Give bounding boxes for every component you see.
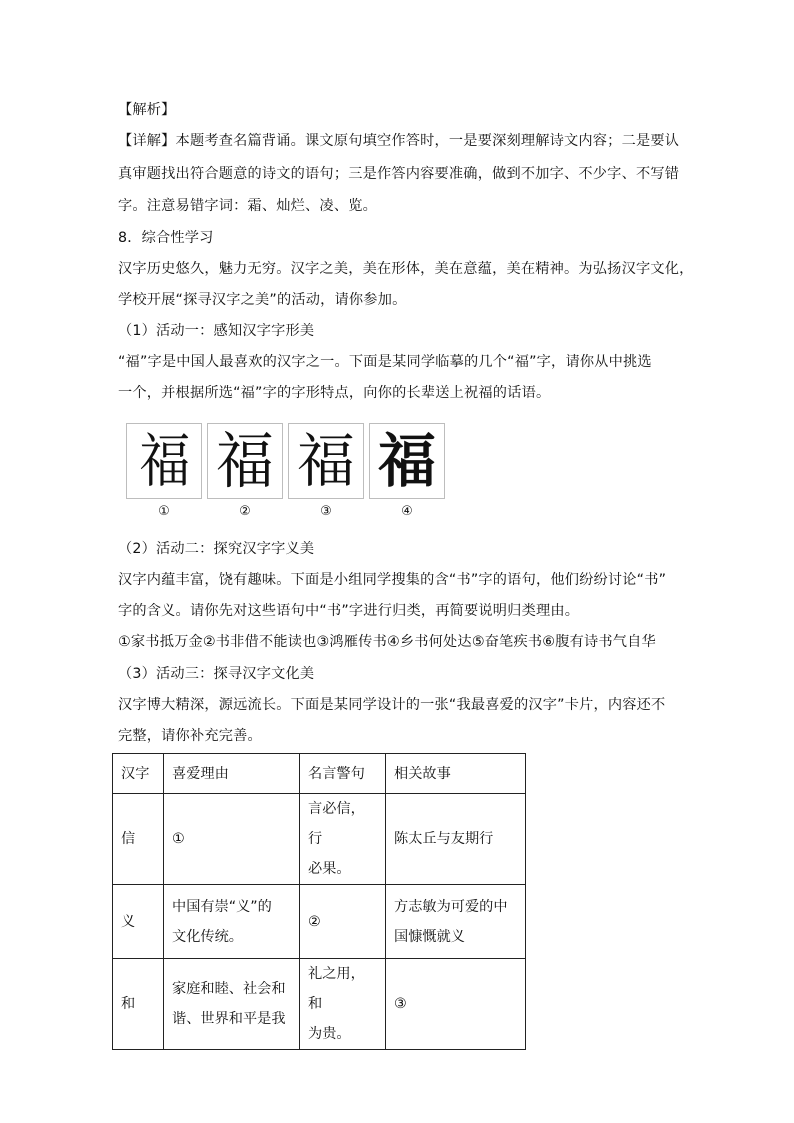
fu-glyph-image-2 [207, 423, 283, 499]
fu-glyph-label-2: ② [239, 504, 251, 519]
row3-quote [300, 959, 386, 1050]
fu-glyph-label-3: ③ [320, 504, 332, 519]
fu-glyph-image-3 [288, 423, 364, 499]
row3-reason-line-1: 家庭和睦、社会和 [172, 981, 286, 997]
row2-reason [164, 885, 300, 959]
favorite-character-card-table [112, 753, 526, 1050]
activity2-title: （2）活动二：探究汉字字义美 [118, 541, 315, 557]
row2-quote-blank [300, 885, 386, 959]
header-quote: 名言警句 [300, 754, 386, 794]
header-reason: 喜爱理由 [164, 754, 300, 794]
table-row [113, 794, 526, 885]
activity3-title: （3）活动三：探寻汉字文化美 [118, 666, 315, 682]
analysis-detail-line-3: 字。注意易错字词：霜、灿烂、凌、览。 [118, 198, 377, 214]
row3-character: 和 [113, 959, 164, 1050]
activity1-line-2: 一个，并根据所选“福”字的字形特点，向你的长辈送上祝福的话语。 [118, 385, 551, 401]
row3-reason-line-2: 谐、世界和平是我 [172, 1011, 286, 1027]
row1-quote [300, 794, 386, 885]
row2-story-line-2: 国慷慨就义 [394, 928, 465, 945]
question-title: 8．综合性学习 [118, 230, 214, 246]
row3-reason [164, 959, 300, 1050]
row1-story-line-1: 陈太丘与友期行 [394, 831, 494, 847]
row1-reason-line-1: ① [172, 831, 185, 847]
activity3-line-1: 汉字博大精深，源远流长。下面是某同学设计的一张“我最喜爱的汉字”卡片，内容还不 [118, 697, 666, 713]
row1-story [386, 794, 526, 885]
analysis-heading: 【解析】 [118, 102, 176, 118]
row3-quote-line-2: 为贵。 [308, 1026, 351, 1042]
fu-glyph-image-1 [126, 423, 202, 499]
fu-glyph-char-3: 福 [296, 427, 355, 495]
table-row [113, 959, 526, 1050]
row1-reason-blank [164, 794, 300, 885]
fu-glyph-image-4 [369, 423, 445, 499]
analysis-detail-line-1: 【详解】本题考查名篇背诵。课文原句填空作答时，一是要深刻理解诗文内容；二是要认 [118, 133, 680, 149]
analysis-detail-line-2: 真审题找出符合题意的诗文的语句；三是作答内容要准确，做到不加字、不少字、不写错 [118, 166, 680, 182]
table-row [113, 885, 526, 959]
activity2-line-2: 字的含义。请你先对这些语句中“书”字进行归类，再简要说明归类理由。 [118, 603, 580, 619]
activity1-line-1: “福”字是中国人最喜欢的汉字之一。下面是某同学临摹的几个“福”字，请你从中挑选 [118, 354, 652, 370]
row1-quote-line-2: 必果。 [308, 861, 351, 877]
header-character: 汉字 [113, 754, 164, 794]
row3-story-line-1: ③ [394, 996, 407, 1012]
fu-glyph-label-1: ① [158, 504, 170, 519]
row1-quote-line-1: 言必信，行 [308, 801, 365, 847]
row3-quote-line-1: 礼之用，和 [308, 966, 365, 1012]
row2-reason-line-1: 中国有崇“义”的 [172, 898, 272, 915]
row2-quote-line-1: ② [308, 913, 321, 930]
table-header-row [113, 754, 526, 794]
fu-glyph-char-4: 福 [377, 427, 436, 495]
activity3-line-2: 完整，请你补充完善。 [118, 728, 262, 744]
fu-glyph-label-4: ④ [401, 504, 413, 519]
activity2-sentence-list: ①家书抵万金②书非借不能读也③鸿雁传书④乡书何处达⑤奋笔疾书⑥腹有诗书气自华 [118, 634, 656, 650]
fu-glyph-char-2: 福 [215, 425, 274, 497]
row2-story [386, 885, 526, 959]
row2-story-line-1: 方志敏为可爱的中 [394, 898, 508, 915]
fu-glyph-gallery [126, 423, 456, 523]
fu-glyph-char-1: 福 [139, 427, 189, 495]
question-intro-line-1: 汉字历史悠久，魅力无穷。汉字之美，美在形体，美在意蕴，美在精神。为弘扬汉字文化， [118, 261, 694, 277]
header-story: 相关故事 [386, 754, 526, 794]
activity2-line-1: 汉字内蕴丰富，饶有趣味。下面是小组同学搜集的含“书”字的语句，他们纷纷讨论“书” [118, 572, 667, 588]
row2-reason-line-2: 文化传统。 [172, 928, 243, 945]
row2-character: 义 [113, 885, 164, 959]
activity1-title: （1）活动一：感知汉字字形美 [118, 323, 315, 339]
row3-story-blank [386, 959, 526, 1050]
question-intro-line-2: 学校开展“探寻汉字之美”的活动，请你参加。 [118, 292, 407, 308]
row1-character: 信 [113, 794, 164, 885]
